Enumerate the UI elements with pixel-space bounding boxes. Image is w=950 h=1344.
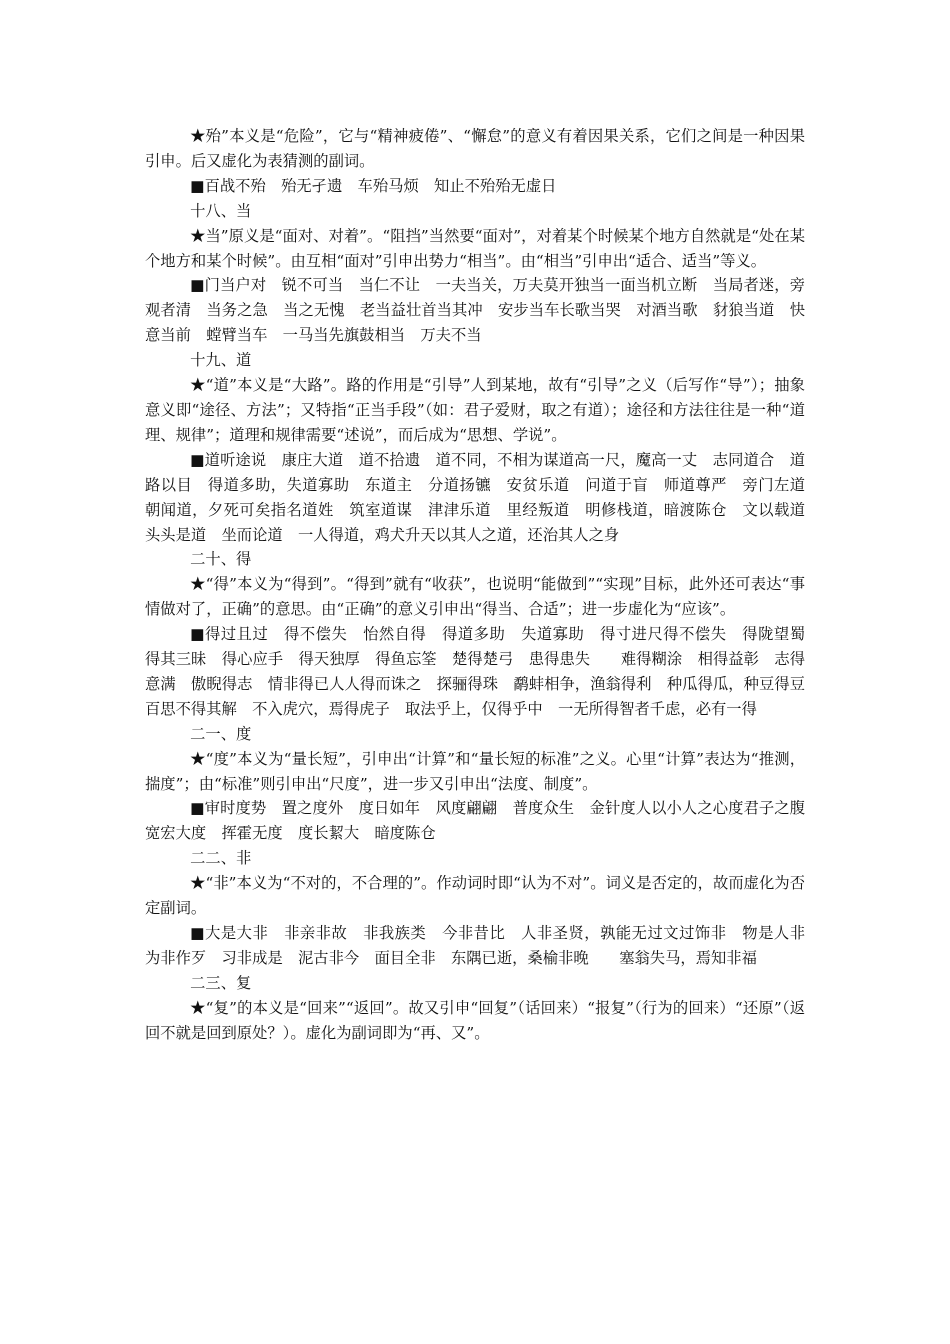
paragraph-fei-idioms: ■大是大非 非亲非故 非我族类 今非昔比 人非圣贤，孰能无过文过饰非 物是人非 为非作歹 习非成是 泥古非今 面目全非 东隅已逝，桑榆非晚 塞翁失马，焉知非福 — [145, 924, 821, 967]
section-heading-dao: 十九、道 — [190, 351, 252, 370]
section-heading-fei: 二二、非 — [190, 849, 252, 868]
paragraph-du-meaning: ★“度”本义为“量长短”，引申出“计算”和“量长短的标准”之义。心里“计算”表达为“推测，揣度”；由“标准”则引申出“尺度”，进一步又引申出“法度、制度”。 — [145, 749, 805, 793]
section-heading-du: 二一、度 — [190, 724, 252, 743]
paragraph-du-idioms: ■审时度势 置之度外 度日如年 风度翩翩 普度众生 金针度人以小人之心度君子之腹 宽宏大度 挥霍无度 度长絜大 暗度陈仓 — [145, 799, 821, 843]
section-heading-fu: 二三、复 — [190, 973, 252, 992]
document-page — [145, 124, 821, 1046]
paragraph-dai-meaning: ★殆”本义是“危险”，它与“精神疲倦”、“懈怠”的意义有着因果关系，它们之间是一种因果引申。后又虚化为表猜测的副词。 — [145, 127, 805, 170]
paragraph-dai-idioms: ■百战不殆 殆无孑遗 车殆马烦 知止不殆殆无虚日 — [190, 176, 557, 195]
paragraph-dao-meaning: ★“道”本义是“大路”。路的作用是“引导”人到某地，故有“引导”之义（后写作“导”）；抽象意义即“途径、方法”；又特指“正当手段”（如：君子爱财，取之有道）；途径和方法往往是一种“道理、规律”；道理和规律需要“述说”，而后成为“思想、学说”。 — [145, 376, 805, 444]
paragraph-dao-idioms: ■道听途说 康庄大道 道不拾遗 道不同，不相为谋道高一尺，魔高一丈 志同道合 道路以目 得道多助，失道寡助 东道主 分道扬镳 安贫乐道 问道于盲 师道尊严 旁门左道 朝闻道，夕死可矣指名道姓 筑室道谋 津津乐道 里经叛道 明修栈道，暗渡陈仓 文以载道 头头是道 坐而论道 一人得道，鸡犬升天以其人之道，还治其人之身 — [145, 450, 821, 544]
section-heading-dang: 十八、当 — [190, 201, 252, 220]
paragraph-de-meaning: ★“得”本义为“得到”。“得到”就有“收获”，也说明“能做到”“实现”目标，此外还可表达“事情做对了，正确”的意思。由“正确”的意义引申出“得当、合适”；进一步虚化为“应该”。 — [145, 575, 805, 619]
section-heading-de: 二十、得 — [190, 550, 252, 569]
paragraph-fei-meaning: ★“非”本义为“不对的，不合理的”。作动词时即“认为不对”。词义是否定的，故而虚化为否定副词。 — [145, 874, 805, 918]
paragraph-dang-meaning: ★当”原义是“面对、对着”。“阻挡”当然要“面对”，对着某个时候某个地方自然就是“处在某个地方和某个时候”。由互相“面对”引申出势力“相当”。由“相当”引申出“适合、适当”等义。 — [145, 226, 805, 270]
paragraph-dang-idioms: ■门当户对 锐不可当 当仁不让 一夫当关，万夫莫开独当一面当机立断 当局者迷，旁观者清 当务之急 当之无愧 老当益壮首当其冲 安步当车长歌当哭 对酒当歌 豺狼当道 快意当前 螳臂当车 一马当先旗鼓相当 万夫不当 — [145, 276, 805, 345]
paragraph-fu-meaning: ★“复”的本义是“回来”“返回”。故又引申“回复”（话回来）“报复”（行为的回来）“还原”（返回不就是回到原处？）。虚化为副词即为“再、又”。 — [145, 998, 805, 1042]
paragraph-de-idioms: ■得过且过 得不偿失 怡然自得 得道多助 失道寡助 得寸进尺得不偿失 得陇望蜀 得其三昧 得心应手 得天独厚 得鱼忘筌 楚得楚弓 患得患失 难得糊涂 相得益彰 志得意满 傲睨得志 情非得已人人得而诛之 探骊得珠 鹬蚌相争，渔翁得利 种瓜得瓜，种豆得豆 百思不得其解 不入虎穴，焉得虎子 取法乎上，仅得乎中 一无所得智者千虑，必有一得 — [145, 625, 821, 718]
